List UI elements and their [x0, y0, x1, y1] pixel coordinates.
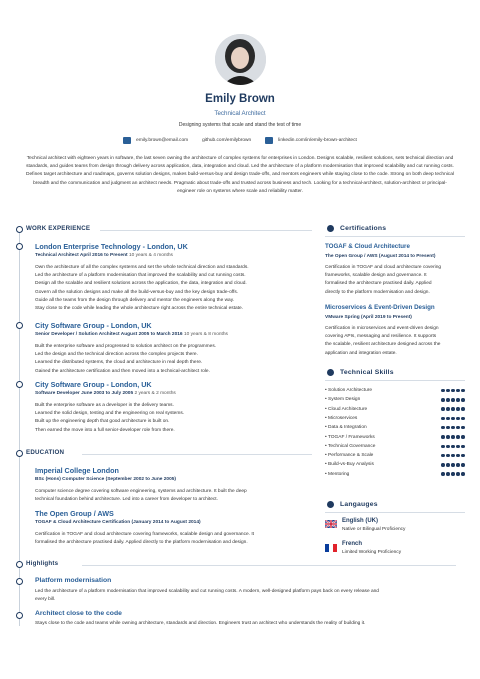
list-item: Govern all the solution designs and make all the build-versus-buy and the key design trade-offs. [35, 289, 239, 295]
rating-dot [456, 389, 460, 393]
skill-label: • Build-vs-Buy Analysis [325, 462, 374, 467]
skill-rating [441, 454, 465, 458]
skill-label: • Performance & Scale [325, 453, 373, 458]
education-degree: TOGAF & Cloud Architecture Certification (January 2014 to August 2014) [35, 520, 201, 525]
chart-icon [327, 369, 334, 376]
skill-row [325, 407, 465, 412]
certification-title: Microservices & Event-Driven Design [325, 304, 435, 311]
skill-rating [441, 398, 465, 402]
linkedin-text[interactable]: linkedin.com/in/emily-brown-architect [278, 138, 357, 143]
job-company: London Enterprise Technology - London, UK [35, 242, 188, 251]
education-institution: The Open Group / AWS [35, 509, 114, 518]
rating-dot [451, 445, 455, 449]
list-item: Guide all the teams from the design through delivery and mentor the engineers along the way. [35, 297, 235, 303]
rating-dot [446, 389, 450, 393]
skill-label: • Solution Architecture [325, 388, 372, 393]
rating-dot [456, 398, 460, 402]
rating-dot [451, 426, 455, 430]
skill-rating [441, 389, 465, 393]
rating-dot [446, 472, 450, 476]
highlights-heading: Highlights [26, 560, 59, 567]
rating-dot [446, 435, 450, 439]
highlight-description: Stays close to the code and teams while owning architecture, standards and direction. Engineers trust an architect who understands the reality of building it. [35, 621, 366, 626]
profile-summary: Technical architect with eighteen years in software, the last seven owning the architecture of complex systems for enterprises in London. Designs scalable, resilient solutions, sets technical direction and standards, and guides teams from design through delivery across application, data, integration and cloud. Led the architecture of a platform modernisation that improved scalability and cut running costs. Defines target architecture and roadmaps, governs solution designs, makes build-versus-buy and design trade-offs, and mentors engineers while staying close to the code. Strong on both deep technical breadth and the communication and judgment an architect needs. Pragmatic about trade-offs and trusted across business and tech. Looking for a technical-architect, solution-architect or principal-engineer role on systems where scale and reliability matter. [26, 156, 454, 194]
rating-dot [461, 454, 465, 458]
rating-dot [451, 472, 455, 476]
skill-rating [441, 472, 465, 476]
timeline-dot [16, 450, 23, 457]
rating-dot [461, 445, 465, 449]
skill-rating [441, 435, 465, 439]
certification-issuer: VMware Spring (April 2019 to Present) [325, 315, 412, 320]
rating-dot [461, 435, 465, 439]
section-divider [100, 230, 312, 231]
list-item: Own the architecture of all the complex systems and set the whole technical direction and standards. [35, 265, 249, 270]
skill-row [325, 397, 465, 402]
skill-rating [441, 407, 465, 411]
language-level: Limited Working Proficiency [342, 550, 402, 555]
rating-dot [446, 407, 450, 411]
rating-dot [441, 454, 445, 458]
certifications-heading: Certifications [327, 225, 386, 232]
list-item: Learned the solid design, testing and the engineering on real systems. [35, 411, 185, 417]
timeline-dot [16, 381, 23, 388]
job-bullets [35, 402, 315, 435]
skill-row [325, 388, 465, 393]
education-degree: BSc (Hons) Computer Science (September 2002 to June 2005) [35, 477, 177, 482]
skill-rating [441, 426, 465, 430]
rating-dot [441, 417, 445, 421]
language-name: French [342, 541, 363, 547]
education-institution: Imperial College London [35, 466, 119, 475]
language-name: English (UK) [342, 518, 378, 524]
rating-dot [456, 426, 460, 430]
rating-dot [451, 417, 455, 421]
rating-dot [446, 463, 450, 467]
rating-dot [441, 407, 445, 411]
rating-dot [441, 426, 445, 430]
certification-title: TOGAF & Cloud Architecture [325, 243, 410, 250]
language-level: Native or Bilingual Proficiency [342, 527, 406, 532]
rating-dot [446, 398, 450, 402]
job-bullets [35, 264, 315, 313]
rating-dot [441, 389, 445, 393]
timeline-dot [16, 322, 23, 329]
section-divider [82, 565, 456, 566]
rating-dot [441, 463, 445, 467]
highlight-title: Platform modernisation [35, 577, 112, 584]
list-item: Then earned the move into a full senior-developer role from there. [35, 427, 175, 433]
rating-dot [446, 445, 450, 449]
skill-row [325, 462, 465, 467]
rating-dot [446, 417, 450, 421]
skill-label: • Microservices [325, 416, 357, 421]
list-item: Design all the scalable and resilient solutions across the application, the data, integration and cloud. [35, 281, 247, 287]
rating-dot [451, 398, 455, 402]
skill-rating [441, 463, 465, 467]
rating-dot [441, 472, 445, 476]
skill-label: • System Design [325, 397, 360, 402]
skill-row [325, 425, 465, 430]
rating-dot [451, 389, 455, 393]
timeline-dot [16, 243, 23, 250]
rating-dot [461, 407, 465, 411]
job-company: City Software Group - London, UK [35, 321, 152, 330]
contact-bar [0, 137, 480, 144]
list-item: Built the enterprise software and progressed to solution architect on the programmes. [35, 344, 217, 349]
job-role: Senior Developer / Solution Architect August 2005 to March 2016 10 years & 8 months [35, 332, 228, 337]
globe-icon [327, 501, 334, 508]
rating-dot [451, 407, 455, 411]
highlight-title: Architect close to the code [35, 610, 122, 617]
list-item: Built up the engineering depth that good architecture is built on. [35, 419, 170, 425]
languages-heading: Langauges [327, 501, 378, 508]
skill-rating [441, 417, 465, 421]
rating-dot [461, 398, 465, 402]
skill-row [325, 472, 465, 477]
github-text[interactable]: github.com/emilybrown [202, 138, 252, 143]
certification-description: Certification in microservices and event-driven design covering APIs, messaging and resilience. It supports the scalable, resilient architecture designed across the application and integration estate. [325, 326, 441, 356]
candidate-tagline: Designing systems that scale and stand the test of time [178, 122, 302, 128]
avatar [215, 34, 266, 85]
rating-dot [456, 472, 460, 476]
skill-label: • Mentoring [325, 472, 349, 477]
education-heading: EDUCATION [26, 449, 65, 456]
github-contact[interactable] [202, 138, 251, 143]
rating-dot [461, 426, 465, 430]
skill-label: • Technical Governance [325, 444, 375, 449]
timeline-dot [16, 578, 23, 585]
rating-dot [451, 435, 455, 439]
list-item: Led the design and the technical direction across the complex projects there. [35, 352, 198, 358]
rating-dot [441, 445, 445, 449]
list-item: Gained the architecture certification and then moved into a technical-architect role. [35, 368, 210, 374]
job-role: Software Developer June 2003 to July 2005 2 years & 2 months [35, 391, 176, 396]
rating-dot [456, 454, 460, 458]
avatar-portrait-icon [215, 34, 266, 85]
rating-dot [456, 417, 460, 421]
rating-dot [441, 398, 445, 402]
list-item: Stay close to the code while leading the whole architecture right across the entire technical estate. [35, 306, 243, 312]
section-divider [82, 454, 312, 455]
rating-dot [456, 463, 460, 467]
skill-label: • TOGAF / Frameworks [325, 435, 375, 440]
skill-row [325, 435, 465, 440]
list-item: Built the enterprise software as a developer in the delivery teams. [35, 403, 174, 408]
rating-dot [451, 463, 455, 467]
rating-dot [456, 445, 460, 449]
rating-dot [446, 426, 450, 430]
skill-row [325, 453, 465, 458]
rating-dot [451, 454, 455, 458]
rating-dot [441, 435, 445, 439]
section-divider [325, 380, 465, 381]
skill-label: • Cloud Architecture [325, 407, 367, 412]
rating-dot [456, 407, 460, 411]
rating-dot [446, 454, 450, 458]
candidate-title: Technical Architect [214, 110, 266, 117]
linkedin-contact[interactable] [265, 137, 357, 144]
skill-row [325, 416, 465, 421]
work-experience-heading: WORK EXPERIENCE [26, 225, 91, 232]
skill-row [325, 444, 465, 449]
list-item: Led the architecture of a platform modernisation that improved the scalability and cut running costs. [35, 273, 246, 279]
education-description: Computer science degree covering software engineering, systems and architecture. It built the deep technical foundation behind architecture. Led into a career from developer to architect. [35, 489, 247, 503]
rating-dot [461, 472, 465, 476]
list-item: Learned the distributed systems, the cloud and architecture in real depth there. [35, 360, 203, 366]
candidate-name: Emily Brown [205, 93, 275, 105]
highlight-description: Led the architecture of a platform modernisation that improved scalability and cut running costs. A modern, well-designed platform pays back on every release and every bill. [35, 589, 379, 603]
timeline-dot [16, 226, 23, 233]
section-divider [325, 512, 465, 513]
email-text[interactable]: emily.brown@email.com [136, 138, 189, 143]
rating-dot [461, 389, 465, 393]
technical-skills-heading: Technical Skills [327, 369, 394, 376]
certification-issuer: The Open Group / AWS (August 2014 to Present) [325, 254, 436, 259]
email-contact[interactable] [123, 137, 188, 144]
linkedin-icon [265, 137, 273, 144]
france-flag-icon [325, 544, 337, 552]
skill-label: • Data & Integration [325, 425, 367, 430]
job-role: Technical Architect April 2016 to Present 10 years & 4 months [35, 253, 173, 258]
mail-icon [123, 137, 131, 144]
rating-dot [456, 435, 460, 439]
rating-dot [461, 463, 465, 467]
rating-dot [461, 417, 465, 421]
certificate-icon [327, 225, 334, 232]
section-divider [325, 236, 465, 237]
skill-rating [441, 445, 465, 449]
timeline-dot [16, 561, 23, 568]
job-company: City Software Group - London, UK [35, 380, 152, 389]
education-description: Certification in TOGAF and cloud architecture covering frameworks, scalable design and governance. It formalised the architecture practised daily. Applied directly to the platform modernisation and design. [35, 532, 254, 546]
timeline-dot [16, 612, 23, 619]
uk-flag-icon [325, 520, 337, 528]
job-bullets [35, 343, 315, 376]
certification-description: Certification in TOGAF and cloud architecture covering frameworks, scalable design and governance. It formalised the architecture practised daily. Applied directly to the platform modernisation and design. [325, 265, 442, 295]
